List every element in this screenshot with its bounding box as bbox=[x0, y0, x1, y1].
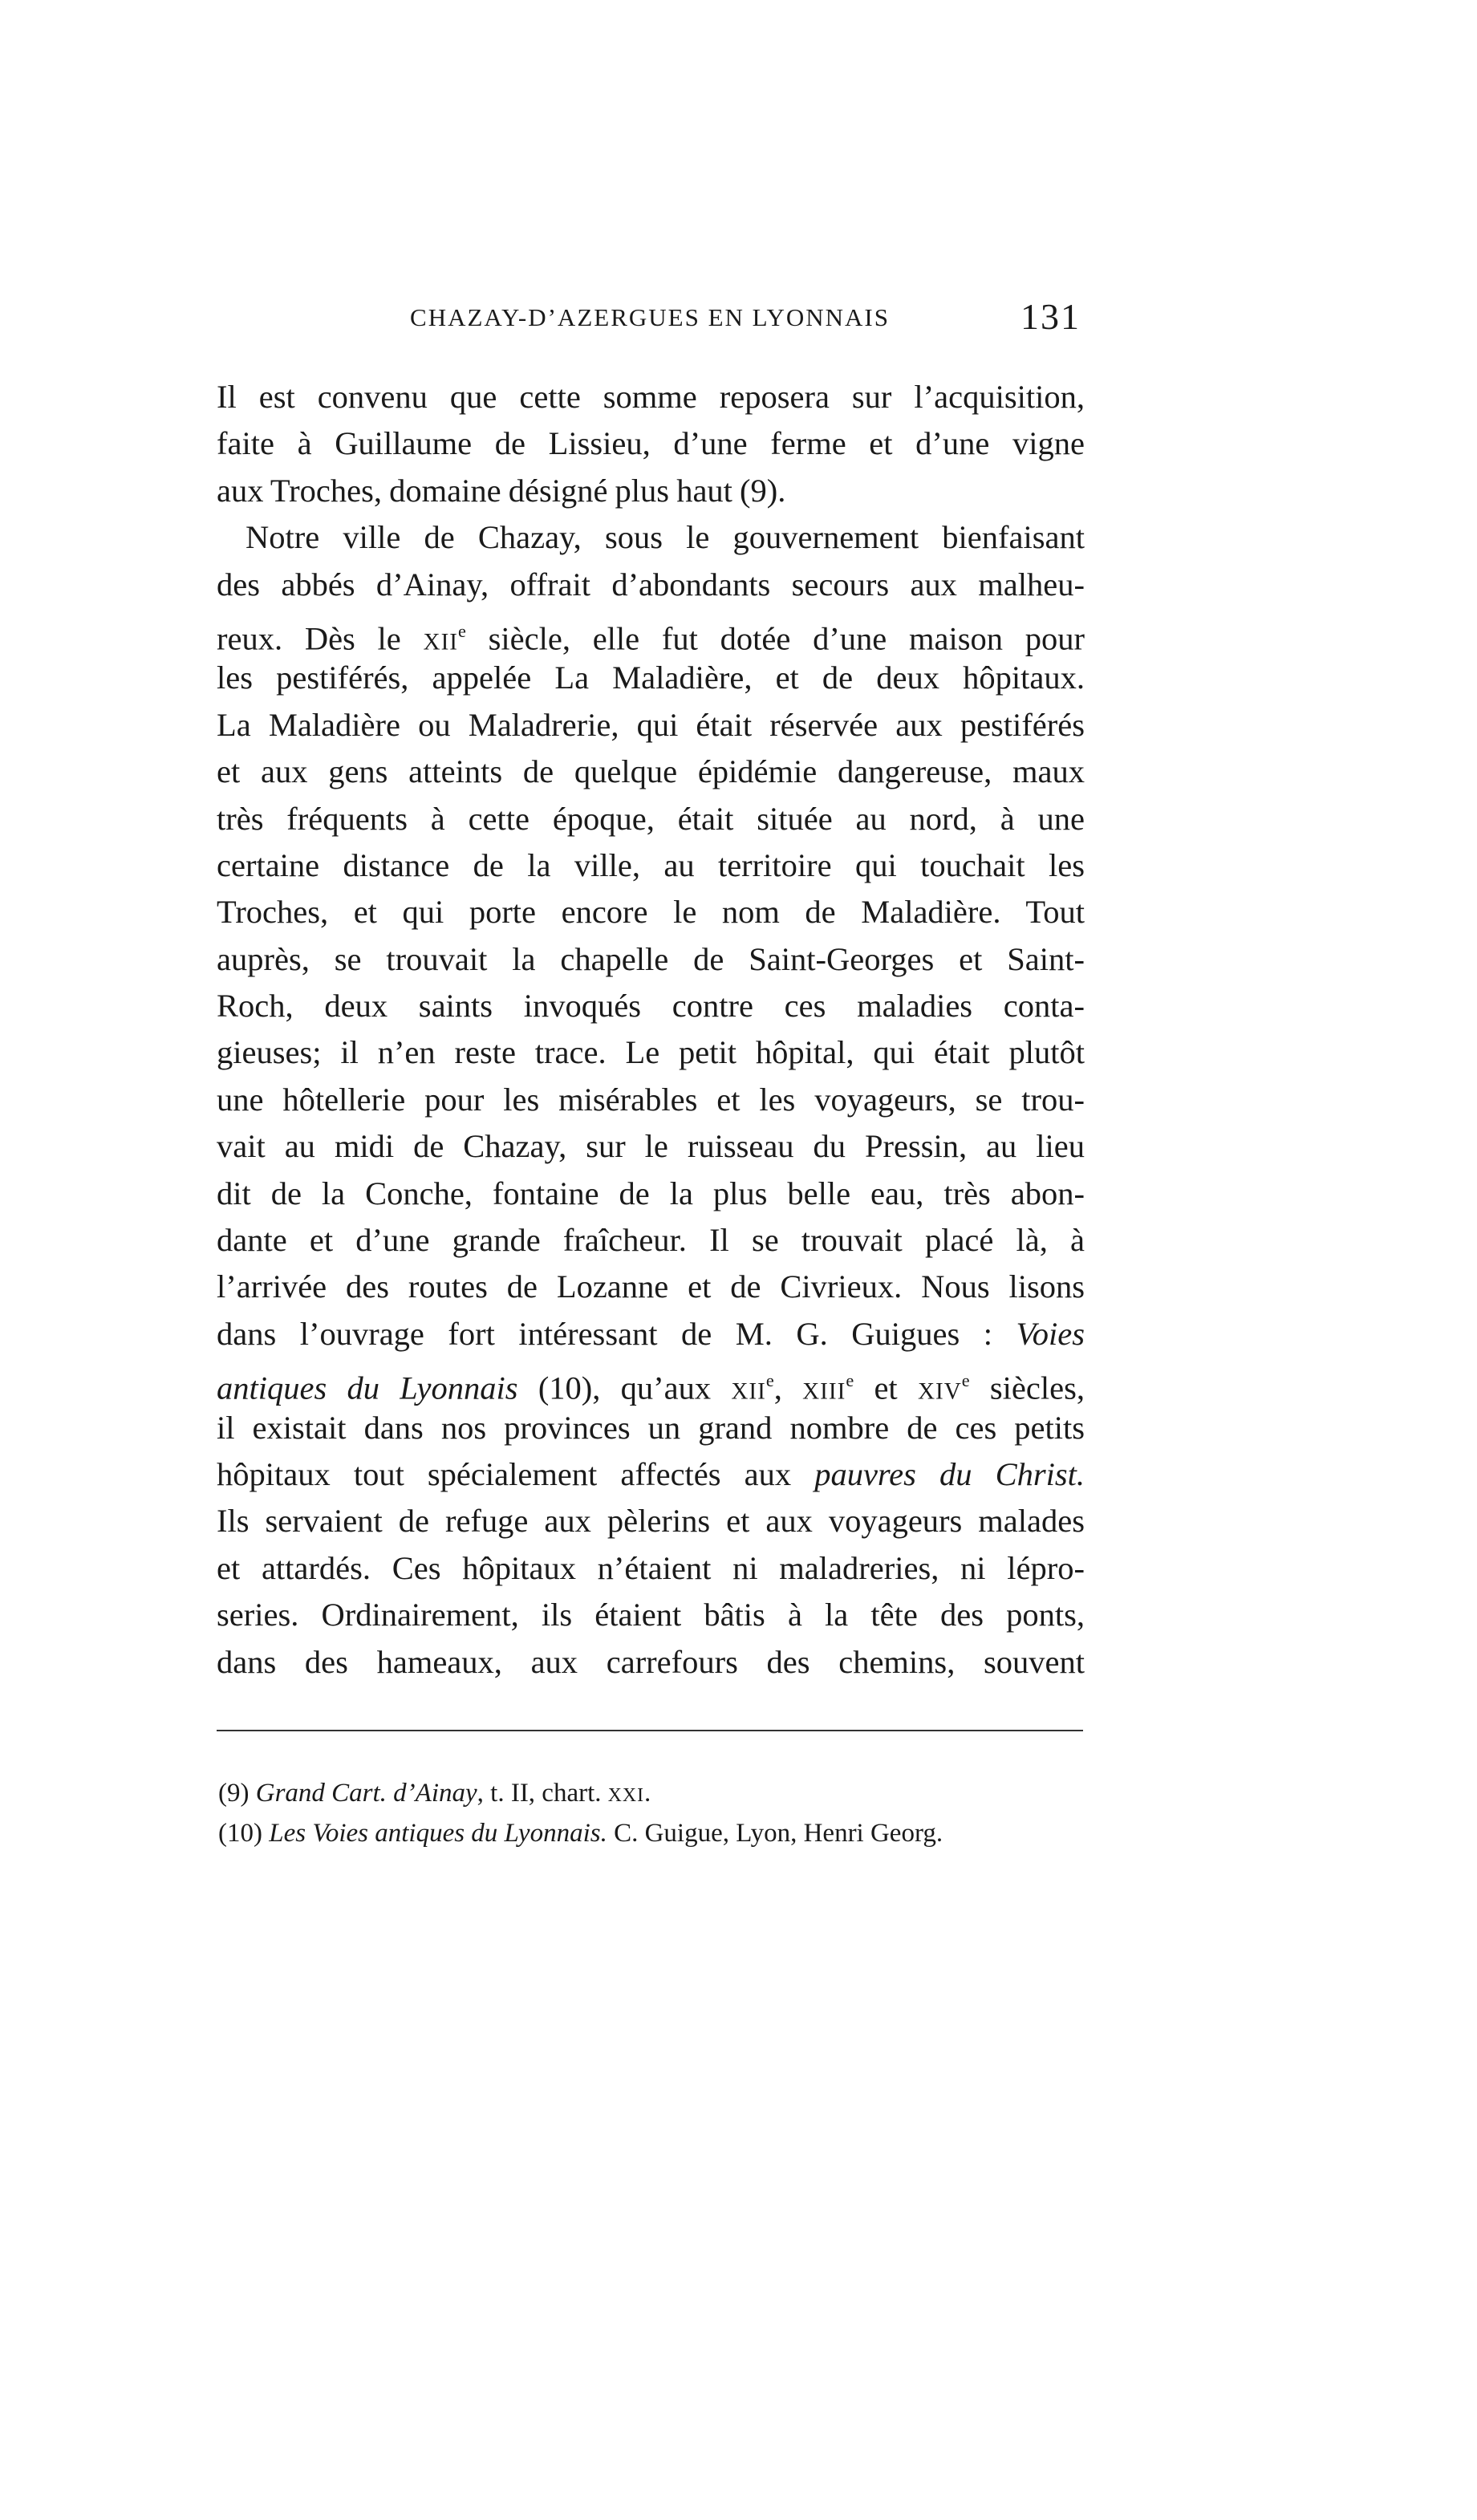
italic-text: pauvres du Christ. bbox=[814, 1455, 1085, 1492]
text-segment: La Maladière ou Maladrerie, qui était réservée aux pestiférés bbox=[217, 706, 1085, 743]
text-line bbox=[217, 514, 1085, 561]
text-line bbox=[217, 1123, 1085, 1170]
text-segment: vait au midi de Chazay, sur le ruisseau du Pressin, au lieu bbox=[217, 1128, 1085, 1165]
text-line bbox=[217, 796, 1085, 842]
text-line bbox=[217, 1451, 1085, 1498]
text-line bbox=[217, 1217, 1085, 1264]
text-segment: les pestiférés, appelée La Maladière, et de deux hôpitaux. bbox=[217, 659, 1085, 696]
italic-text: antiques du Lyonnais bbox=[217, 1370, 518, 1406]
text-segment: et attardés. Ces hôpitaux n’étaient ni maladreries, ni lépro- bbox=[217, 1549, 1085, 1586]
text-segment: auprès, se trouvait la chapelle de Saint-Georges et Saint- bbox=[217, 940, 1085, 977]
text-segment: , t. II, chart. bbox=[477, 1779, 608, 1808]
text-line bbox=[217, 702, 1085, 749]
text-line bbox=[217, 468, 1085, 514]
footnote bbox=[218, 1773, 1085, 1813]
text-segment: et bbox=[854, 1370, 918, 1406]
text-line bbox=[217, 1405, 1085, 1451]
text-line bbox=[217, 655, 1085, 701]
superscript: e bbox=[846, 1370, 854, 1391]
text-segment: Il est convenu que cette somme reposera sur l’acquisition, bbox=[217, 379, 1085, 415]
text-line bbox=[217, 1171, 1085, 1217]
italic-text: Grand Cart. d’Ainay bbox=[255, 1779, 477, 1808]
text-line bbox=[217, 983, 1085, 1029]
text-line bbox=[217, 1264, 1085, 1310]
text-segment: series. Ordinairement, ils étaient bâtis à la tête des ponts, bbox=[217, 1597, 1085, 1633]
text-line bbox=[217, 420, 1085, 467]
text-segment: dans l’ouvrage fort intéressant de M. G. Guigues : bbox=[217, 1315, 1016, 1352]
text-line bbox=[217, 936, 1085, 983]
text-line bbox=[217, 842, 1085, 889]
text-segment: gieuses; il n’en reste trace. Le petit hôpital, qui était plutôt bbox=[217, 1034, 1085, 1071]
body-text bbox=[217, 374, 1085, 1686]
italic-text: Voies bbox=[1016, 1315, 1085, 1352]
text-line bbox=[217, 1077, 1085, 1123]
text-line bbox=[217, 374, 1085, 420]
text-segment: siècle, elle fut dotée d’une maison pour bbox=[465, 620, 1085, 657]
footnotes bbox=[218, 1773, 1085, 1853]
italic-text: Les Voies antiques du Lyonnais. bbox=[269, 1819, 607, 1848]
text-segment: (9) bbox=[218, 1779, 256, 1808]
text-segment: des abbés d’Ainay, offrait d’abondants secours aux malheu- bbox=[217, 566, 1085, 603]
text-segment: aux Troches, domaine désigné plus haut (9). bbox=[217, 472, 786, 509]
small-caps-text: XXI bbox=[607, 1785, 644, 1806]
text-segment: reux. Dès le bbox=[217, 620, 424, 657]
small-caps-text: XII bbox=[731, 1378, 766, 1405]
text-segment: dante et d’une grande fraîcheur. Il se trouvait placé là, à bbox=[217, 1222, 1085, 1259]
text-line bbox=[217, 562, 1085, 608]
text-segment: dit de la Conche, fontaine de la plus belle eau, très abon- bbox=[217, 1175, 1085, 1211]
text-segment: certaine distance de la ville, au territoire qui touchait les bbox=[217, 846, 1085, 883]
text-segment: l’arrivée des routes de Lozanne et de Civrieux. Nous lisons bbox=[217, 1268, 1085, 1305]
text-segment: une hôtellerie pour les misérables et les voyageurs, se trou- bbox=[217, 1081, 1085, 1118]
small-caps-text: XII bbox=[423, 629, 459, 655]
text-line bbox=[217, 1498, 1085, 1544]
text-segment: , bbox=[773, 1370, 803, 1406]
text-line bbox=[217, 1639, 1085, 1686]
text-segment: Roch, deux saints invoqués contre ces maladies conta- bbox=[217, 988, 1085, 1025]
text-segment: très fréquents à cette époque, était située au nord, à une bbox=[217, 800, 1085, 837]
text-segment: C. Guigue, Lyon, Henri Georg. bbox=[607, 1819, 943, 1848]
text-segment: dans des hameaux, aux carrefours des chemins, souvent bbox=[217, 1643, 1085, 1680]
page-number: 131 bbox=[1021, 296, 1081, 337]
text-segment: faite à Guillaume de Lissieu, d’une ferme et d’une vigne bbox=[217, 425, 1085, 462]
text-line bbox=[217, 749, 1085, 795]
text-line bbox=[217, 1029, 1085, 1076]
text-segment: (10), qu’aux bbox=[517, 1370, 732, 1406]
text-segment: Ils servaient de refuge aux pèlerins et aux voyageurs malades bbox=[217, 1503, 1085, 1540]
text-line bbox=[217, 608, 1085, 655]
footnote bbox=[218, 1813, 1085, 1853]
small-caps-text: XIV bbox=[917, 1378, 962, 1405]
text-segment: siècles, bbox=[969, 1370, 1085, 1406]
text-segment: hôpitaux tout spécialement affectés aux bbox=[217, 1455, 815, 1492]
text-segment: (10) bbox=[218, 1819, 270, 1848]
small-caps-text: XIII bbox=[802, 1378, 846, 1405]
text-segment: Troches, et qui porte encore le nom de Maladière. Tout bbox=[217, 894, 1085, 931]
superscript: e bbox=[458, 620, 466, 641]
superscript: e bbox=[765, 1370, 774, 1391]
text-segment: Notre ville de Chazay, sous le gouvernement bienfaisant bbox=[245, 519, 1085, 556]
text-segment: . bbox=[643, 1779, 651, 1808]
superscript: e bbox=[961, 1370, 970, 1391]
text-line bbox=[217, 1545, 1085, 1592]
running-title: CHAZAY-D’AZERGUES EN LYONNAIS bbox=[410, 303, 890, 331]
text-line bbox=[217, 1592, 1085, 1638]
text-segment: et aux gens atteints de quelque épidémie dangereuse, maux bbox=[217, 753, 1085, 790]
text-line bbox=[217, 1311, 1085, 1357]
text-line bbox=[217, 1357, 1085, 1404]
text-segment: il existait dans nos provinces un grand nombre de ces petits bbox=[217, 1409, 1085, 1446]
text-line bbox=[217, 889, 1085, 935]
footnote-divider bbox=[217, 1730, 1083, 1731]
